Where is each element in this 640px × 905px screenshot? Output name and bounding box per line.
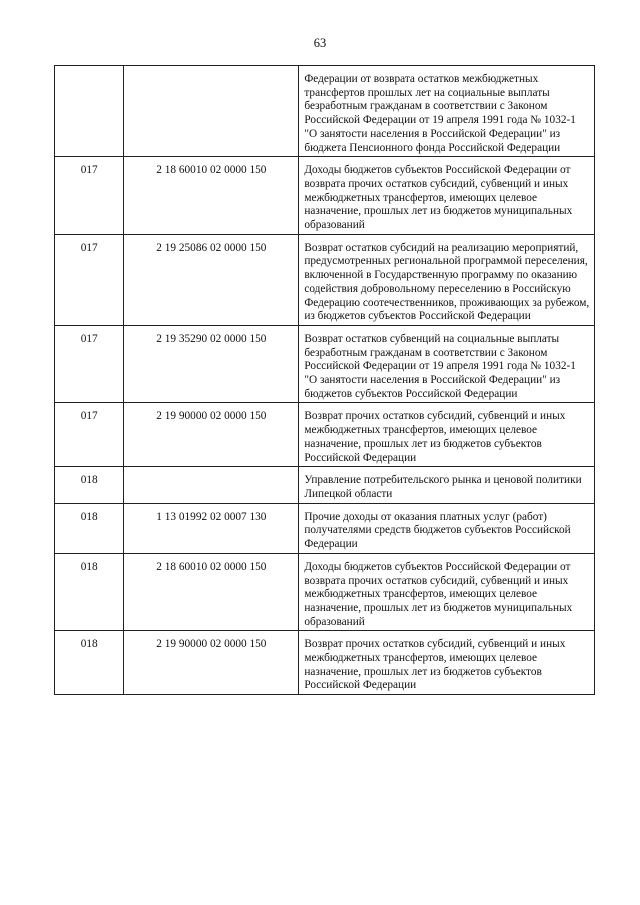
revenue-name-text: Управление потребительского рынка и ценовой политики Липецкой области bbox=[304, 474, 582, 500]
revenue-code-cell bbox=[124, 66, 299, 157]
revenue-name-cell bbox=[299, 403, 595, 467]
revenue-name-text: Доходы бюджетов субъектов Российской Федерации от возврата прочих остатков субсидий, субвенций и иных межбюджетных трансфертов, имеющих целевое назначение, прошлых лет из бюджетов муниципальных образований bbox=[304, 560, 573, 628]
revenue-code-cell: 2 19 90000 02 0000 150 bbox=[124, 403, 299, 467]
revenue-name-cell bbox=[299, 325, 595, 403]
revenue-name-cell bbox=[299, 234, 595, 325]
table-row bbox=[55, 503, 595, 553]
admin-code-cell: 018 bbox=[55, 467, 124, 503]
admin-code-cell: 017 bbox=[55, 157, 124, 235]
table-row bbox=[55, 325, 595, 403]
revenue-name-text: Возврат остатков субвенций на социальные выплаты безработным гражданам в соответствии с Законом Российской Федерации от 19 апреля 1991 года № 1032-1 "О занятости населения в Российской Федерации" из бюджетов субъектов Российской Федерации bbox=[304, 332, 576, 400]
table-row bbox=[55, 467, 595, 503]
revenue-code-cell: 1 13 01992 02 0007 130 bbox=[124, 503, 299, 553]
revenue-name-cell bbox=[299, 467, 595, 503]
revenue-name-cell bbox=[299, 631, 595, 695]
revenue-name-text: Возврат остатков субсидий на реализацию мероприятий, предусмотренных региональной программой переселения, включенной в Государственную программу по оказанию содействия добровольному переселению в Российскую Федерацию соотечественников, проживающих за рубежом, из бюджетов субъектов Российской Федерации bbox=[304, 241, 590, 323]
admin-code-cell: 018 bbox=[55, 553, 124, 631]
admin-code-cell: 018 bbox=[55, 503, 124, 553]
revenue-code-cell bbox=[124, 467, 299, 503]
revenue-code-cell: 2 18 60010 02 0000 150 bbox=[124, 553, 299, 631]
table-row bbox=[55, 66, 595, 157]
table-body bbox=[55, 66, 595, 695]
admin-code-cell: 017 bbox=[55, 325, 124, 403]
revenue-name-cell bbox=[299, 66, 595, 157]
table-row bbox=[55, 403, 595, 467]
revenue-name-text: Возврат прочих остатков субсидий, субвенций и иных межбюджетных трансфертов, имеющих целевое назначение, прошлых лет из бюджетов субъектов Российской Федерации bbox=[304, 410, 566, 464]
revenue-name-text: Возврат прочих остатков субсидий, субвенций и иных межбюджетных трансфертов, имеющих целевое назначение, прошлых лет из бюджетов субъектов Российской Федерации bbox=[304, 638, 566, 692]
revenue-codes-table bbox=[54, 65, 595, 695]
revenue-name-cell bbox=[299, 503, 595, 553]
admin-code-cell: 018 bbox=[55, 631, 124, 695]
admin-code-cell: 017 bbox=[55, 403, 124, 467]
table-row bbox=[55, 157, 595, 235]
revenue-name-text: Федерации от возврата остатков межбюджетных трансфертов прошлых лет на социальные выплаты безработным гражданам в соответствии с Законом Российской Федерации от 19 апреля 1991 года № 1032-1 "О занятости населения в Российской Федерации" из бюджета Пенсионного фонда Российской Федерации bbox=[304, 73, 576, 154]
table-row bbox=[55, 631, 595, 695]
admin-code-cell bbox=[55, 66, 124, 157]
table-row bbox=[55, 553, 595, 631]
revenue-name-cell bbox=[299, 553, 595, 631]
revenue-name-cell bbox=[299, 157, 595, 235]
revenue-name-text: Доходы бюджетов субъектов Российской Федерации от возврата прочих остатков субсидий, субвенций и иных межбюджетных трансфертов, имеющих целевое назначение, прошлых лет из бюджетов муниципальных образований bbox=[304, 164, 573, 232]
page-number: 63 bbox=[313, 36, 327, 50]
revenue-code-cell: 2 19 35290 02 0000 150 bbox=[124, 325, 299, 403]
revenue-code-cell: 2 19 25086 02 0000 150 bbox=[124, 234, 299, 325]
table-row bbox=[55, 234, 595, 325]
revenue-code-cell: 2 18 60010 02 0000 150 bbox=[124, 157, 299, 235]
revenue-name-text: Прочие доходы от оказания платных услуг (работ) получателями средств бюджетов субъектов Российской Федерации bbox=[304, 510, 571, 551]
admin-code-cell: 017 bbox=[55, 234, 124, 325]
revenue-code-cell: 2 19 90000 02 0000 150 bbox=[124, 631, 299, 695]
